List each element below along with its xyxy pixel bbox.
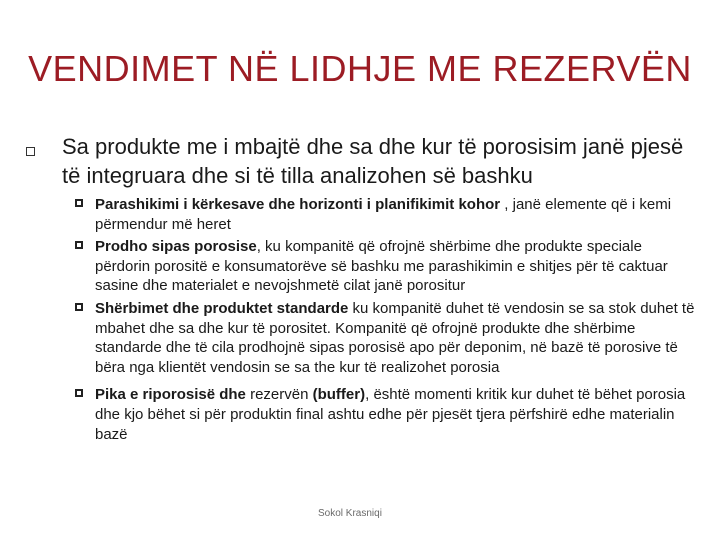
sub-bullet-bold: Parashikimi i kërkesave dhe horizonti i planifikimit kohor [95, 196, 501, 213]
square-bullet-icon [75, 303, 83, 311]
main-bullet-text: Sa produkte me i mbajtë dhe sa dhe kur të porosisim janë pjesë të integruara dhe si të tilla analizohen së bashku [62, 134, 684, 188]
sub-bullet-text: , është momenti kritik kur duhet të bëhet porosia dhe kjo bëhet si për produktin final ashtu edhe për pjesët tjera përfshirë edhe materialin bazë [95, 386, 686, 443]
sub-bullet-text: rezervën [245, 386, 313, 404]
square-bullet-icon [75, 389, 83, 397]
sub-bullet-bold: (buffer) [312, 386, 366, 404]
sub-bullet-item [95, 299, 695, 377]
sub-bullet-text: , janë elemente që i kemi përmendur më heret [95, 196, 672, 233]
sub-bullet-bold: Shërbimet dhe produktet standarde [95, 299, 349, 317]
square-bullet-icon [75, 199, 83, 207]
slide-title: VENDIMET NË LIDHJE ME REZERVËN [28, 48, 692, 89]
square-bullet-icon [75, 241, 83, 249]
author-label: Sokol Krasniqi [318, 508, 382, 519]
hollow-square-bullet-icon [26, 147, 35, 156]
sub-bullet-item [95, 237, 695, 296]
sub-bullet-bold: Pika e riporosisë dhe [95, 386, 246, 404]
sub-bullet-list [95, 195, 695, 447]
sub-bullet-bold: Prodho sipas porosise [95, 238, 257, 256]
sub-bullet-text: , ku kompanitë që ofrojnë shërbime dhe produkte speciale përdorin porositë e konsumatorëve së bashku me parashikimin e shitjes për të caktuar sasine dhe materialet e nevojshmetë cilat janë porositur [95, 238, 668, 295]
sub-bullet-text: ku kompanitë duhet të vendosin se sa stok duhet të mbahet dhe sa dhe kur të porositet. Kompanitë që ofrojnë produkte dhe shërbime standarde dhe të cila prodhojnë sipas porosisë apo për deponim, në bazë të porosive të bëra nga klientët vendosin se sa the kur të realizohet porosia [95, 299, 695, 376]
sub-bullet-item [95, 385, 695, 444]
sub-bullet-item [95, 195, 695, 234]
